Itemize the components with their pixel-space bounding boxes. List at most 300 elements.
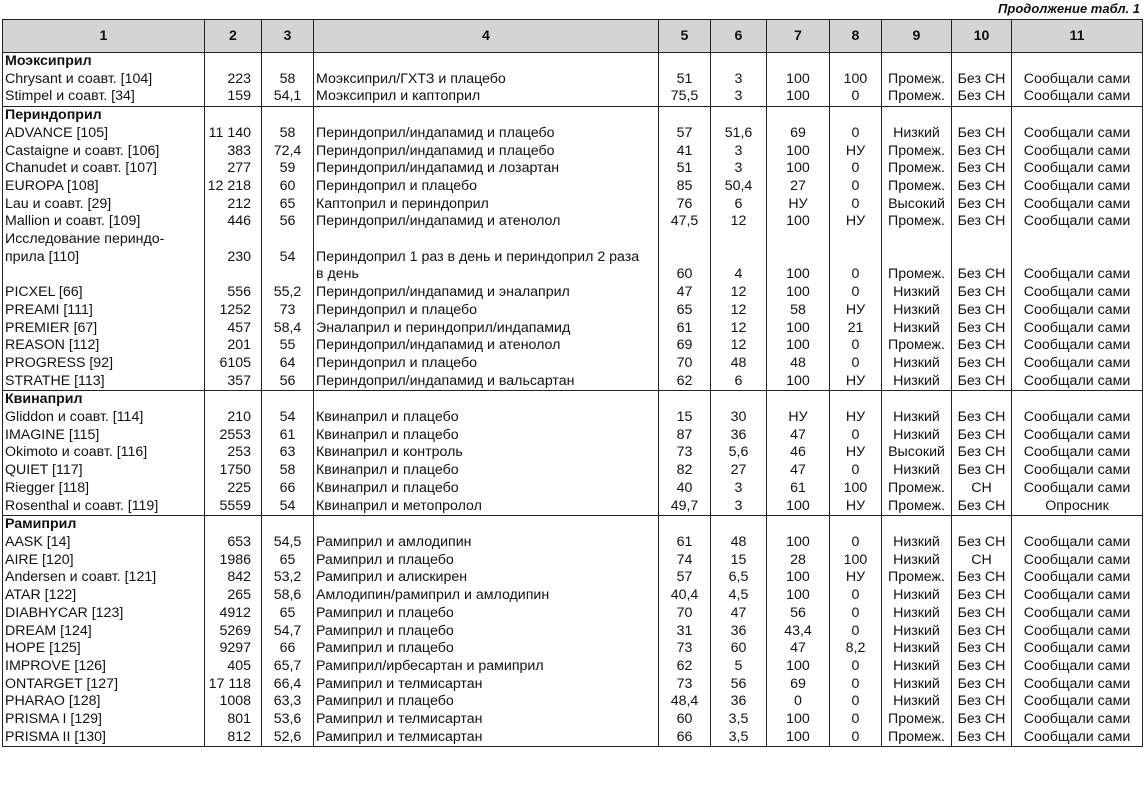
table-row	[3, 462, 1143, 480]
column-header: 5	[659, 20, 711, 53]
table-row	[3, 320, 1143, 338]
table-cell: 812	[205, 729, 262, 747]
table-cell: Без СН	[952, 693, 1012, 711]
table-cell: 4,5	[711, 587, 767, 605]
table-cell: Периндоприл/индапамид и эналаприл	[314, 284, 659, 302]
table-cell: Сообщали сами	[1012, 160, 1143, 178]
table-cell: Промеж.	[882, 480, 952, 498]
table-row	[3, 88, 1143, 106]
table-cell: Без СН	[952, 71, 1012, 89]
table-cell: PHARAO [128]	[3, 693, 205, 711]
table-cell: 1750	[205, 462, 262, 480]
table-cell: 58	[767, 302, 830, 320]
table-cell: Низкий	[882, 427, 952, 445]
table-cell: 55,2	[262, 284, 314, 302]
empty-cell	[952, 391, 1012, 409]
table-cell: 11 140	[205, 125, 262, 143]
group-title: Моэксиприл	[3, 53, 205, 71]
table-cell: 12	[711, 302, 767, 320]
empty-cell	[262, 516, 314, 534]
table-cell: 51	[659, 71, 711, 89]
table-cell: Промеж.	[882, 729, 952, 747]
table-cell: 65	[262, 605, 314, 623]
table-cell: 66	[659, 729, 711, 747]
table-cell: 56	[262, 373, 314, 391]
table-cell: НУ	[830, 569, 882, 587]
empty-cell	[952, 516, 1012, 534]
table-cell: REASON [112]	[3, 337, 205, 355]
table-cell: 56	[767, 605, 830, 623]
table-cell: Без СН	[952, 623, 1012, 641]
table-cell: 100	[767, 337, 830, 355]
table-cell: 36	[711, 427, 767, 445]
table-cell: 47,5	[659, 213, 711, 231]
table-cell: 66,4	[262, 676, 314, 694]
table-cell: 225	[205, 480, 262, 498]
table-cell: 357	[205, 373, 262, 391]
table-cell: Без СН	[952, 355, 1012, 373]
table-cell: 3	[711, 498, 767, 516]
table-cell: 58	[262, 125, 314, 143]
table-cell: Сообщали сами	[1012, 178, 1143, 196]
table-cell	[205, 266, 262, 284]
table-cell: 69	[767, 125, 830, 143]
table-row	[3, 373, 1143, 391]
empty-cell	[205, 53, 262, 71]
table-cell	[830, 231, 882, 249]
table-cell: Сообщали сами	[1012, 125, 1143, 143]
table-cell: Низкий	[882, 552, 952, 570]
table-cell: Низкий	[882, 302, 952, 320]
table-cell: Andersen и соавт. [121]	[3, 569, 205, 587]
table-cell: 56	[711, 676, 767, 694]
table-cell: 66	[262, 480, 314, 498]
table-cell: Рамиприл и телмисартан	[314, 676, 659, 694]
table-row	[3, 427, 1143, 445]
table-cell	[1012, 249, 1143, 267]
column-header: 8	[830, 20, 882, 53]
table-cell	[767, 249, 830, 267]
table-cell: 12 218	[205, 178, 262, 196]
table-row	[3, 249, 1143, 267]
table-cell: Lau и соавт. [29]	[3, 196, 205, 214]
table-cell: 48	[711, 355, 767, 373]
table-cell: 100	[767, 729, 830, 747]
table-cell: 64	[262, 355, 314, 373]
table-cell: 5269	[205, 623, 262, 641]
table-cell: 2553	[205, 427, 262, 445]
table-cell: DREAM [124]	[3, 623, 205, 641]
table-cell: Рамиприл и плацебо	[314, 693, 659, 711]
table-cell: 21	[830, 320, 882, 338]
table-cell: HOPE [125]	[3, 640, 205, 658]
table-cell: Квинаприл и плацебо	[314, 480, 659, 498]
table-cell: 0	[767, 693, 830, 711]
table-cell	[659, 249, 711, 267]
empty-cell	[659, 516, 711, 534]
table-row	[3, 711, 1143, 729]
table-cell: 73	[659, 444, 711, 462]
table-cell	[882, 231, 952, 249]
empty-cell	[1012, 391, 1143, 409]
table-cell: Rosenthal и соавт. [119]	[3, 498, 205, 516]
table-cell: Без СН	[952, 284, 1012, 302]
table-cell: 0	[830, 623, 882, 641]
table-cell: Промеж.	[882, 178, 952, 196]
table-cell: СН	[952, 480, 1012, 498]
table-cell: Рамиприл и плацебо	[314, 552, 659, 570]
table-row	[3, 213, 1143, 231]
table-cell: 100	[767, 213, 830, 231]
table-cell: Сообщали сами	[1012, 658, 1143, 676]
table-cell: НУ	[830, 409, 882, 427]
table-cell: 0	[830, 462, 882, 480]
table-cell: 0	[830, 160, 882, 178]
table-cell: 100	[767, 160, 830, 178]
table-cell: Низкий	[882, 640, 952, 658]
table-cell: 9297	[205, 640, 262, 658]
table-cell: 6	[711, 373, 767, 391]
empty-cell	[830, 516, 882, 534]
empty-cell	[952, 53, 1012, 71]
table-cell: Рамиприл и алискирен	[314, 569, 659, 587]
table-cell: НУ	[830, 213, 882, 231]
empty-cell	[314, 391, 659, 409]
table-cell: 60	[262, 178, 314, 196]
table-cell: 57	[659, 125, 711, 143]
table-row	[3, 196, 1143, 214]
table-cell: 3	[711, 480, 767, 498]
table-cell: Сообщали сами	[1012, 640, 1143, 658]
table-cell: 1008	[205, 693, 262, 711]
table-cell: 87	[659, 427, 711, 445]
table-cell: Сообщали сами	[1012, 355, 1143, 373]
table-cell: 30	[711, 409, 767, 427]
table-cell: 0	[830, 178, 882, 196]
table-cell: Промеж.	[882, 88, 952, 106]
table-cell: 230	[205, 249, 262, 267]
table-cell: Сообщали сами	[1012, 266, 1143, 284]
table-cell: 100	[767, 284, 830, 302]
table-cell: 60	[659, 266, 711, 284]
table-cell: 100	[767, 143, 830, 161]
empty-cell	[1012, 516, 1143, 534]
table-cell: Без СН	[952, 640, 1012, 658]
table-row	[3, 693, 1143, 711]
table-cell: 0	[830, 355, 882, 373]
table-cell: AASK [14]	[3, 534, 205, 552]
table-cell: 5,6	[711, 444, 767, 462]
table-cell: Низкий	[882, 693, 952, 711]
table-cell: Периндоприл 1 раз в день и периндоприл 2 раза	[314, 249, 659, 267]
table-cell: Сообщали сами	[1012, 676, 1143, 694]
table-cell: QUIET [117]	[3, 462, 205, 480]
table-cell: 4	[711, 266, 767, 284]
table-cell: Низкий	[882, 676, 952, 694]
table-row	[3, 266, 1143, 284]
table-cell: 47	[659, 284, 711, 302]
table-cell: 51,6	[711, 125, 767, 143]
table-cell: Низкий	[882, 605, 952, 623]
table-cell: PREMIER [67]	[3, 320, 205, 338]
table-cell: Квинаприл и плацебо	[314, 462, 659, 480]
table-cell	[659, 231, 711, 249]
table-row	[3, 623, 1143, 641]
table-cell: Исследование периндо-	[3, 231, 205, 249]
table-cell: Квинаприл и плацебо	[314, 427, 659, 445]
empty-cell	[767, 391, 830, 409]
empty-cell	[659, 107, 711, 125]
table-cell: 15	[659, 409, 711, 427]
table-cell: 74	[659, 552, 711, 570]
table-cell: Низкий	[882, 623, 952, 641]
table-cell: 0	[830, 88, 882, 106]
empty-cell	[711, 107, 767, 125]
table-cell: Riegger [118]	[3, 480, 205, 498]
table-cell	[952, 231, 1012, 249]
table-cell: Сообщали сами	[1012, 337, 1143, 355]
table-cell	[767, 231, 830, 249]
empty-cell	[262, 391, 314, 409]
table-row	[3, 444, 1143, 462]
table-cell: 28	[767, 552, 830, 570]
table-cell: Chrysant и соавт. [104]	[3, 71, 205, 89]
data-table	[2, 19, 1143, 747]
table-cell	[711, 231, 767, 249]
table-cell: Mallion и соавт. [109]	[3, 213, 205, 231]
table-cell: Рамиприл и амлодипин	[314, 534, 659, 552]
table-cell: 76	[659, 196, 711, 214]
table-cell: 54,5	[262, 534, 314, 552]
table-cell: 253	[205, 444, 262, 462]
empty-cell	[314, 53, 659, 71]
table-cell: 6	[711, 196, 767, 214]
table-cell: Без СН	[952, 587, 1012, 605]
table-cell: 4912	[205, 605, 262, 623]
table-cell: 48,4	[659, 693, 711, 711]
table-cell: Низкий	[882, 125, 952, 143]
table-cell: Сообщали сами	[1012, 427, 1143, 445]
empty-cell	[882, 53, 952, 71]
table-cell	[882, 249, 952, 267]
table-cell: Моэксиприл/ГХТЗ и плацебо	[314, 71, 659, 89]
table-cell: 65,7	[262, 658, 314, 676]
table-cell: 0	[830, 196, 882, 214]
table-row	[3, 231, 1143, 249]
table-cell: Без СН	[952, 462, 1012, 480]
table-cell: Квинаприл и плацебо	[314, 409, 659, 427]
table-cell: Периндоприл/индапамид и плацебо	[314, 125, 659, 143]
table-cell: 66	[262, 640, 314, 658]
table-cell: 69	[659, 337, 711, 355]
table-cell: 43,4	[767, 623, 830, 641]
table-cell: НУ	[830, 143, 882, 161]
group-title-row	[3, 391, 1143, 409]
empty-cell	[1012, 53, 1143, 71]
table-cell: Периндоприл/индапамид и атенолол	[314, 213, 659, 231]
table-row	[3, 640, 1143, 658]
table-cell: 12	[711, 337, 767, 355]
table-cell: Без СН	[952, 143, 1012, 161]
table-cell: Без СН	[952, 302, 1012, 320]
table-cell: PICXEL [66]	[3, 284, 205, 302]
table-cell: Без СН	[952, 320, 1012, 338]
table-cell: 15	[711, 552, 767, 570]
table-cell: Периндоприл/индапамид и атенолол	[314, 337, 659, 355]
table-cell: 100	[767, 320, 830, 338]
table-cell: Без СН	[952, 213, 1012, 231]
table-cell: 3	[711, 143, 767, 161]
group-title: Рамиприл	[3, 516, 205, 534]
table-cell: 72,4	[262, 143, 314, 161]
table-cell: 100	[767, 498, 830, 516]
table-cell: 48	[767, 355, 830, 373]
table-cell: 100	[767, 266, 830, 284]
table-cell: Квинаприл и контроль	[314, 444, 659, 462]
table-cell: 100	[830, 552, 882, 570]
table-cell: 12	[711, 284, 767, 302]
table-cell: 265	[205, 587, 262, 605]
table-cell: 40	[659, 480, 711, 498]
table-cell: 70	[659, 605, 711, 623]
table-cell: 54	[262, 498, 314, 516]
table-cell: НУ	[767, 196, 830, 214]
table-cell: 1252	[205, 302, 262, 320]
table-cell: 57	[659, 569, 711, 587]
empty-cell	[882, 516, 952, 534]
table-cell: 3	[711, 160, 767, 178]
table-cell: 69	[767, 676, 830, 694]
table-cell: 63	[262, 444, 314, 462]
table-body	[3, 53, 1143, 747]
table-cell: прила [110]	[3, 249, 205, 267]
column-header: 7	[767, 20, 830, 53]
column-header: 2	[205, 20, 262, 53]
table-cell: 3,5	[711, 711, 767, 729]
table-cell: Низкий	[882, 409, 952, 427]
table-cell: 54,7	[262, 623, 314, 641]
table-cell: Без СН	[952, 373, 1012, 391]
table-row	[3, 125, 1143, 143]
table-cell: 58	[262, 71, 314, 89]
column-header: 10	[952, 20, 1012, 53]
table-cell: Gliddon и соавт. [114]	[3, 409, 205, 427]
table-cell: 75,5	[659, 88, 711, 106]
table-cell: 1986	[205, 552, 262, 570]
table-cell: 0	[830, 693, 882, 711]
table-cell: 801	[205, 711, 262, 729]
table-cell: PREAMI [111]	[3, 302, 205, 320]
table-cell	[711, 249, 767, 267]
empty-cell	[711, 391, 767, 409]
empty-cell	[882, 107, 952, 125]
table-cell: 47	[767, 427, 830, 445]
table-cell: Высокий	[882, 196, 952, 214]
table-cell: Сообщали сами	[1012, 71, 1143, 89]
table-cell: Периндоприл и плацебо	[314, 355, 659, 373]
table-cell: Сообщали сами	[1012, 320, 1143, 338]
table-cell: ONTARGET [127]	[3, 676, 205, 694]
table-cell: Без СН	[952, 729, 1012, 747]
table-cell: 0	[830, 337, 882, 355]
table-cell: 0	[830, 658, 882, 676]
table-cell: 70	[659, 355, 711, 373]
table-cell: 60	[711, 640, 767, 658]
table-row	[3, 160, 1143, 178]
table-cell: 277	[205, 160, 262, 178]
table-cell: IMAGINE [115]	[3, 427, 205, 445]
table-cell: ATAR [122]	[3, 587, 205, 605]
table-cell: 6105	[205, 355, 262, 373]
table-cell: Без СН	[952, 569, 1012, 587]
table-cell: Без СН	[952, 409, 1012, 427]
table-cell: PRISMA I [129]	[3, 711, 205, 729]
table-cell: 0	[830, 711, 882, 729]
table-cell: 446	[205, 213, 262, 231]
table-cell: 58,4	[262, 320, 314, 338]
table-cell: 0	[830, 284, 882, 302]
table-cell: Сообщали сами	[1012, 605, 1143, 623]
column-header: 9	[882, 20, 952, 53]
table-cell: Без СН	[952, 337, 1012, 355]
table-row	[3, 729, 1143, 747]
table-cell: 17 118	[205, 676, 262, 694]
table-row	[3, 676, 1143, 694]
empty-cell	[659, 53, 711, 71]
table-cell: НУ	[767, 409, 830, 427]
table-cell: Сообщали сами	[1012, 693, 1143, 711]
table-cell: 12	[711, 213, 767, 231]
table-cell: Низкий	[882, 462, 952, 480]
table-cell: 5	[711, 658, 767, 676]
table-cell: 27	[767, 178, 830, 196]
table-cell: Сообщали сами	[1012, 552, 1143, 570]
table-cell: 8,2	[830, 640, 882, 658]
table-cell: 201	[205, 337, 262, 355]
header-row	[3, 20, 1143, 53]
table-cell: 653	[205, 534, 262, 552]
column-header: 11	[1012, 20, 1143, 53]
table-cell: 405	[205, 658, 262, 676]
table-cell	[952, 249, 1012, 267]
table-cell: Рамиприл и плацебо	[314, 623, 659, 641]
empty-cell	[711, 516, 767, 534]
empty-cell	[314, 516, 659, 534]
table-cell: Stimpel и соавт. [34]	[3, 88, 205, 106]
table-cell: 12	[711, 320, 767, 338]
empty-cell	[767, 107, 830, 125]
table-cell: Промеж.	[882, 569, 952, 587]
table-row	[3, 409, 1143, 427]
table-cell: 52,6	[262, 729, 314, 747]
table-cell: Периндоприл/индапамид и вальсартан	[314, 373, 659, 391]
table-cell: Без СН	[952, 534, 1012, 552]
table-cell: 54,1	[262, 88, 314, 106]
table-cell: 40,4	[659, 587, 711, 605]
table-cell: 58	[262, 462, 314, 480]
empty-cell	[205, 391, 262, 409]
table-cell: Периндоприл/индапамид и лозартан	[314, 160, 659, 178]
table-cell: Сообщали сами	[1012, 462, 1143, 480]
table-cell: 0	[830, 427, 882, 445]
table-cell: 100	[767, 373, 830, 391]
table-cell: Низкий	[882, 587, 952, 605]
table-cell: Без СН	[952, 711, 1012, 729]
table-cell: Высокий	[882, 444, 952, 462]
table-cell	[205, 231, 262, 249]
table-cell: Сообщали сами	[1012, 569, 1143, 587]
table-cell: 5559	[205, 498, 262, 516]
